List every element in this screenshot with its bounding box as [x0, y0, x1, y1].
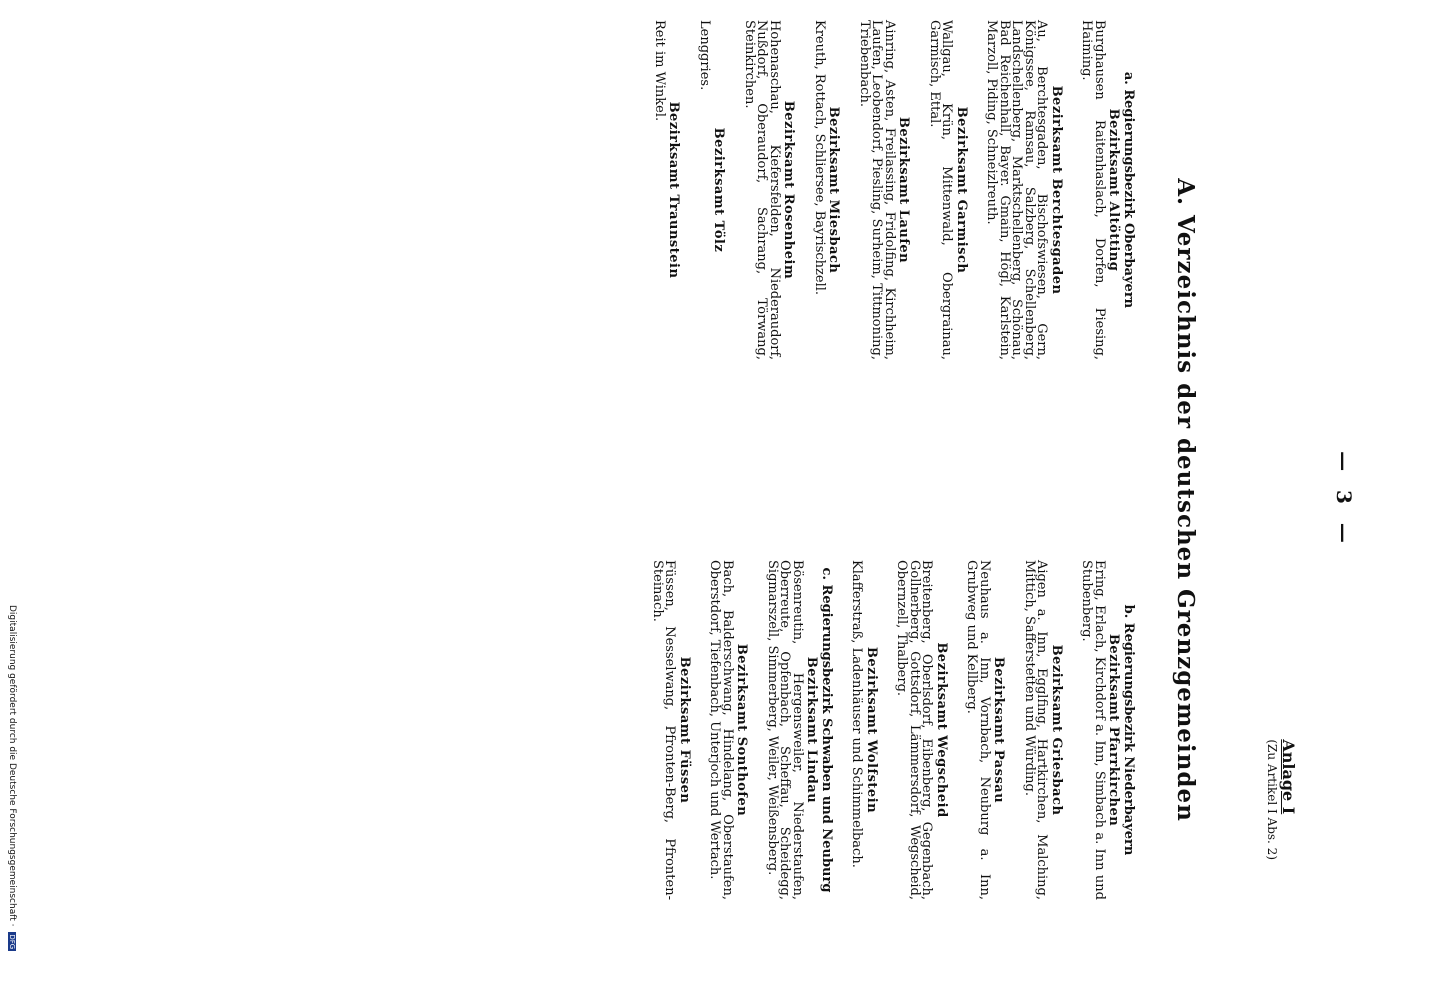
district-block	[850, 560, 877, 900]
district-block	[858, 20, 910, 360]
place-list: Ainring, Asten, Freilassing, Fridolfing, Kirchheim, Laufen, Leobendorf, Piesling, Surheim, Tittmoning, Triebenbach.	[857, 20, 897, 360]
district-block	[1023, 560, 1063, 900]
district-heading: Bezirksamt Garmisch	[954, 106, 969, 274]
district-heading: Bezirksamt Sonthofen	[734, 643, 750, 817]
place-list: Bach, Balderschwang, Hindelang, Oberstaufen, Oberstdorf, Tiefenbach, Unterjoch und Wertach.	[707, 560, 735, 900]
place-list: Ering, Erlach, Kirchdorf a. Inn, Simbach a. Inn und Stubenberg.	[1079, 560, 1107, 900]
district-heading: Bezirksamt Wegscheid	[934, 642, 949, 818]
region-heading: a. Regierungsbezirk Oberbayern	[1121, 71, 1136, 309]
district-heading: Bezirksamt Wolfstein	[864, 646, 879, 814]
district-heading: Bezirksamt Rosenheim	[781, 100, 797, 280]
district-block	[653, 20, 680, 360]
district-block	[813, 20, 840, 360]
district-block	[651, 560, 691, 900]
place-list: Reit im Winkel.	[652, 20, 667, 122]
district-block	[928, 20, 968, 360]
page-number: — 3 —	[1332, 451, 1356, 549]
anlage-block	[1265, 739, 1298, 860]
district-heading: Bezirksamt Berchtesgaden	[1049, 85, 1064, 295]
digitization-credit: Digitalisierung gefördert durch die Deutsche Forschungsgemeinschaft · DFG	[7, 605, 17, 950]
column-right	[651, 560, 1135, 900]
place-list: Breitenberg, Oberlsdorf, Eibenberg, Gegenbach, Gollnerberg, Gottsdorf, Lämmersdorf, Wegscheid, Obernzell, Thalberg.	[894, 560, 935, 900]
place-list: Neuhaus a. Inn, Vornbach, Neuburg a. Inn, Grubweg und Kellberg.	[964, 560, 992, 900]
place-list: Wallgau, Krün, Mittenwald, Obergrainau, Garmisch, Ettal.	[927, 20, 955, 360]
district-heading: Bezirksamt Laufen	[896, 116, 912, 264]
district-heading: Bezirksamt Altötting	[1106, 108, 1122, 272]
place-list: Au, Berchtesgaden, Bischofswiesen, Gern, Königssee, Ramsau, Salzberg, Schellenberg, Landschellenberg, Marktschellenberg, Schönau, Bad Reichenhall, Bayer. Gmain, Högl, Karlstein, Marzoll, Piding, Schneizlreuth.	[984, 20, 1050, 360]
anlage-title: Anlage I	[1279, 739, 1298, 815]
place-list: Bösenreutin, Hergensweiler, Niederstaufen, Oberreute, Opfenbach, Scheffau, Scheidegg, Sigmarszell, Simmerberg, Weiler, Weißensberg.	[765, 560, 805, 900]
main-title: A. Verzeichnis der deutschen Grenzgemeinden	[1172, 178, 1199, 822]
place-list: Lenggries.	[697, 20, 712, 91]
district-block	[698, 20, 725, 360]
district-block	[708, 560, 748, 900]
place-list: Burghausen Raitenhaslach, Dorfen, Piesing, Haiming.	[1079, 20, 1107, 360]
region-heading: b. Regierungsbezirk Niederbayern	[1121, 604, 1136, 856]
place-list: Aigen a. Inn, Egglfing, Hartkirchen, Malching, Mittich, Safferstetten und Würding.	[1022, 560, 1050, 900]
district-block	[766, 560, 818, 900]
district-block	[1080, 560, 1120, 900]
district-block	[743, 20, 795, 360]
district-heading: Bezirksamt Griesbach	[1049, 644, 1064, 816]
district-heading: Bezirksamt Passau	[991, 656, 1007, 804]
place-list: Füssen, Nesselwang, Pfronten-Berg, Pfronten-Steinach.	[650, 560, 678, 900]
digitization-credit-text: Digitalisierung gefördert durch die Deutsche Forschungsgemeinschaft	[7, 605, 17, 921]
region-heading: c. Regierungsbezirk Schwaben und Neuburg	[819, 567, 834, 893]
district-block	[895, 560, 947, 900]
place-list: Kreuth, Rottach, Schliersee, Bayrischzell.	[812, 20, 827, 296]
district-heading: Bezirksamt Traunstein	[666, 101, 682, 279]
district-block	[965, 560, 1005, 900]
district-heading: Bezirksamt Miesbach	[826, 106, 842, 274]
district-block	[1080, 20, 1120, 360]
district-heading: Bezirksamt Tölz	[711, 127, 727, 253]
district-block	[985, 20, 1062, 360]
district-heading: Bezirksamt Pfarrkirchen	[1106, 633, 1122, 827]
anlage-ref: (Zu Artikel I Abs. 2)	[1265, 739, 1279, 860]
place-list: Hohenaschau, Kiefersfelden, Niederaudorf, Nußdorf, Oberaudorf, Sachrang, Törwang, Steinkirchen.	[742, 20, 782, 360]
column-left	[653, 20, 1135, 360]
district-heading: Bezirksamt Füssen	[677, 656, 692, 804]
place-list: Klafferstraß, Ladenhäuser und Schimmelbach.	[849, 560, 865, 868]
district-heading: Bezirksamt Lindau	[804, 656, 820, 804]
dfg-logo: DFG	[8, 934, 16, 950]
